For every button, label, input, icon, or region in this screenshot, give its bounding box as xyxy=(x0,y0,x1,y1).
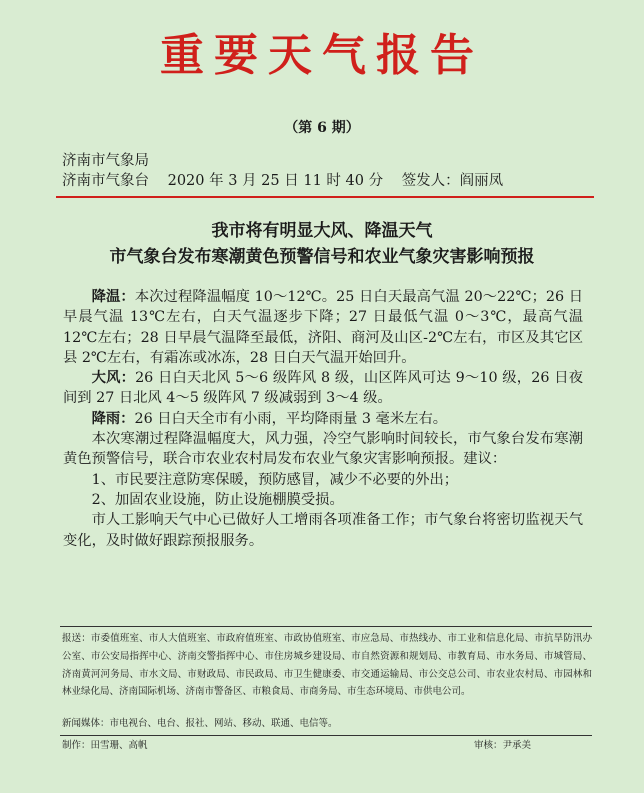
rain-text: 26 日白天全市有小雨，平均降雨量 3 毫米左右。 xyxy=(134,410,448,427)
issue-datetime: 2020 年 3 月 25 日 11 时 40 分 xyxy=(167,173,384,189)
report-body xyxy=(63,287,583,551)
footer-divider-bottom xyxy=(60,735,592,736)
cooling-text: 本次过程降温幅度 10～12℃。25 日白天最高气温 20～22℃；26 日早晨气温 13℃左右，白天气温逐步下降；27 日最低气温 0～3℃，最高气温 12℃左右；28 日早晨气温降至最低，济阳、商河及山区-2℃左右，市区及其它区县 2℃左右，有霜冻或冰冻，28 日白天气温开始回升。 xyxy=(63,289,584,366)
wind-paragraph xyxy=(63,368,583,409)
summary-paragraph: 本次寒潮过程降温幅度大，风力强，冷空气影响时间较长，市气象台发布寒潮黄色预警信号，联合市农业农村局发布农业气象灾害影响预报。建议： xyxy=(63,431,583,468)
footer-divider-top xyxy=(60,626,592,627)
send-to-list: 报送：市委值班室、市人大值班室、市政府值班室、市政协值班室、市应急局、市热线办、市工业和信息化局、市抗旱防汛办公室、市公安局指挥中心、济南交警指挥中心、市住房城乡建设局、市自然资源和规划局、市教育局、市水务局、市城管局、济南黄河河务局、市水文局、市财政局、市民政局、市卫生健康委、市交通运输局、市公交总公司、市农业农村局、市园林和林业绿化局、济南国际机场、济南市警备区、市粮食局、市商务局、市生态环境局、市供电公司。 xyxy=(62,633,592,698)
cooling-paragraph xyxy=(63,287,583,368)
advice-item-1: 1、市民要注意防寒保暖，预防感冒，减少不必要的外出； xyxy=(91,471,459,488)
headline-line2: 市气象台发布寒潮黄色预警信号和农业气象灾害影响预报 xyxy=(109,247,535,267)
report-title: 重要天气报告 xyxy=(160,30,484,81)
cooling-label: 降温： xyxy=(91,289,135,305)
rain-label: 降雨： xyxy=(91,410,135,427)
issue-number: （第 6 期） xyxy=(284,120,360,136)
advice-item-2: 2、加固农业设施，防止设施棚膜受损。 xyxy=(91,491,344,508)
wind-label: 大风： xyxy=(91,370,136,387)
agency-bureau: 济南市气象局 xyxy=(62,153,149,169)
agency-observatory: 济南市气象台 xyxy=(62,173,149,189)
producer: 制作：田雪珊、高帆 xyxy=(62,740,148,751)
rain-paragraph xyxy=(63,409,583,429)
red-divider xyxy=(56,196,594,198)
reviewer: 审核：尹承美 xyxy=(474,740,532,751)
agency-line xyxy=(62,171,517,191)
headline-line1: 我市将有明显大风、降温天气 xyxy=(211,221,433,241)
closing-paragraph: 市人工影响天气中心已做好人工增雨各项准备工作；市气象台将密切监视天气变化，及时做好跟踪预报服务。 xyxy=(63,512,583,549)
news-media: 新闻媒体：市电视台、电台、报社、网站、移动、联通、电信等。 xyxy=(62,718,338,729)
signer: 签发人：阎丽凤 xyxy=(401,173,504,189)
wind-text: 26 日白天北风 5～6 级阵风 8 级，山区阵风可达 9～10 级，26 日夜间到 27 日北风 4～5 级阵风 7 级减弱到 3～4 级。 xyxy=(63,370,583,407)
